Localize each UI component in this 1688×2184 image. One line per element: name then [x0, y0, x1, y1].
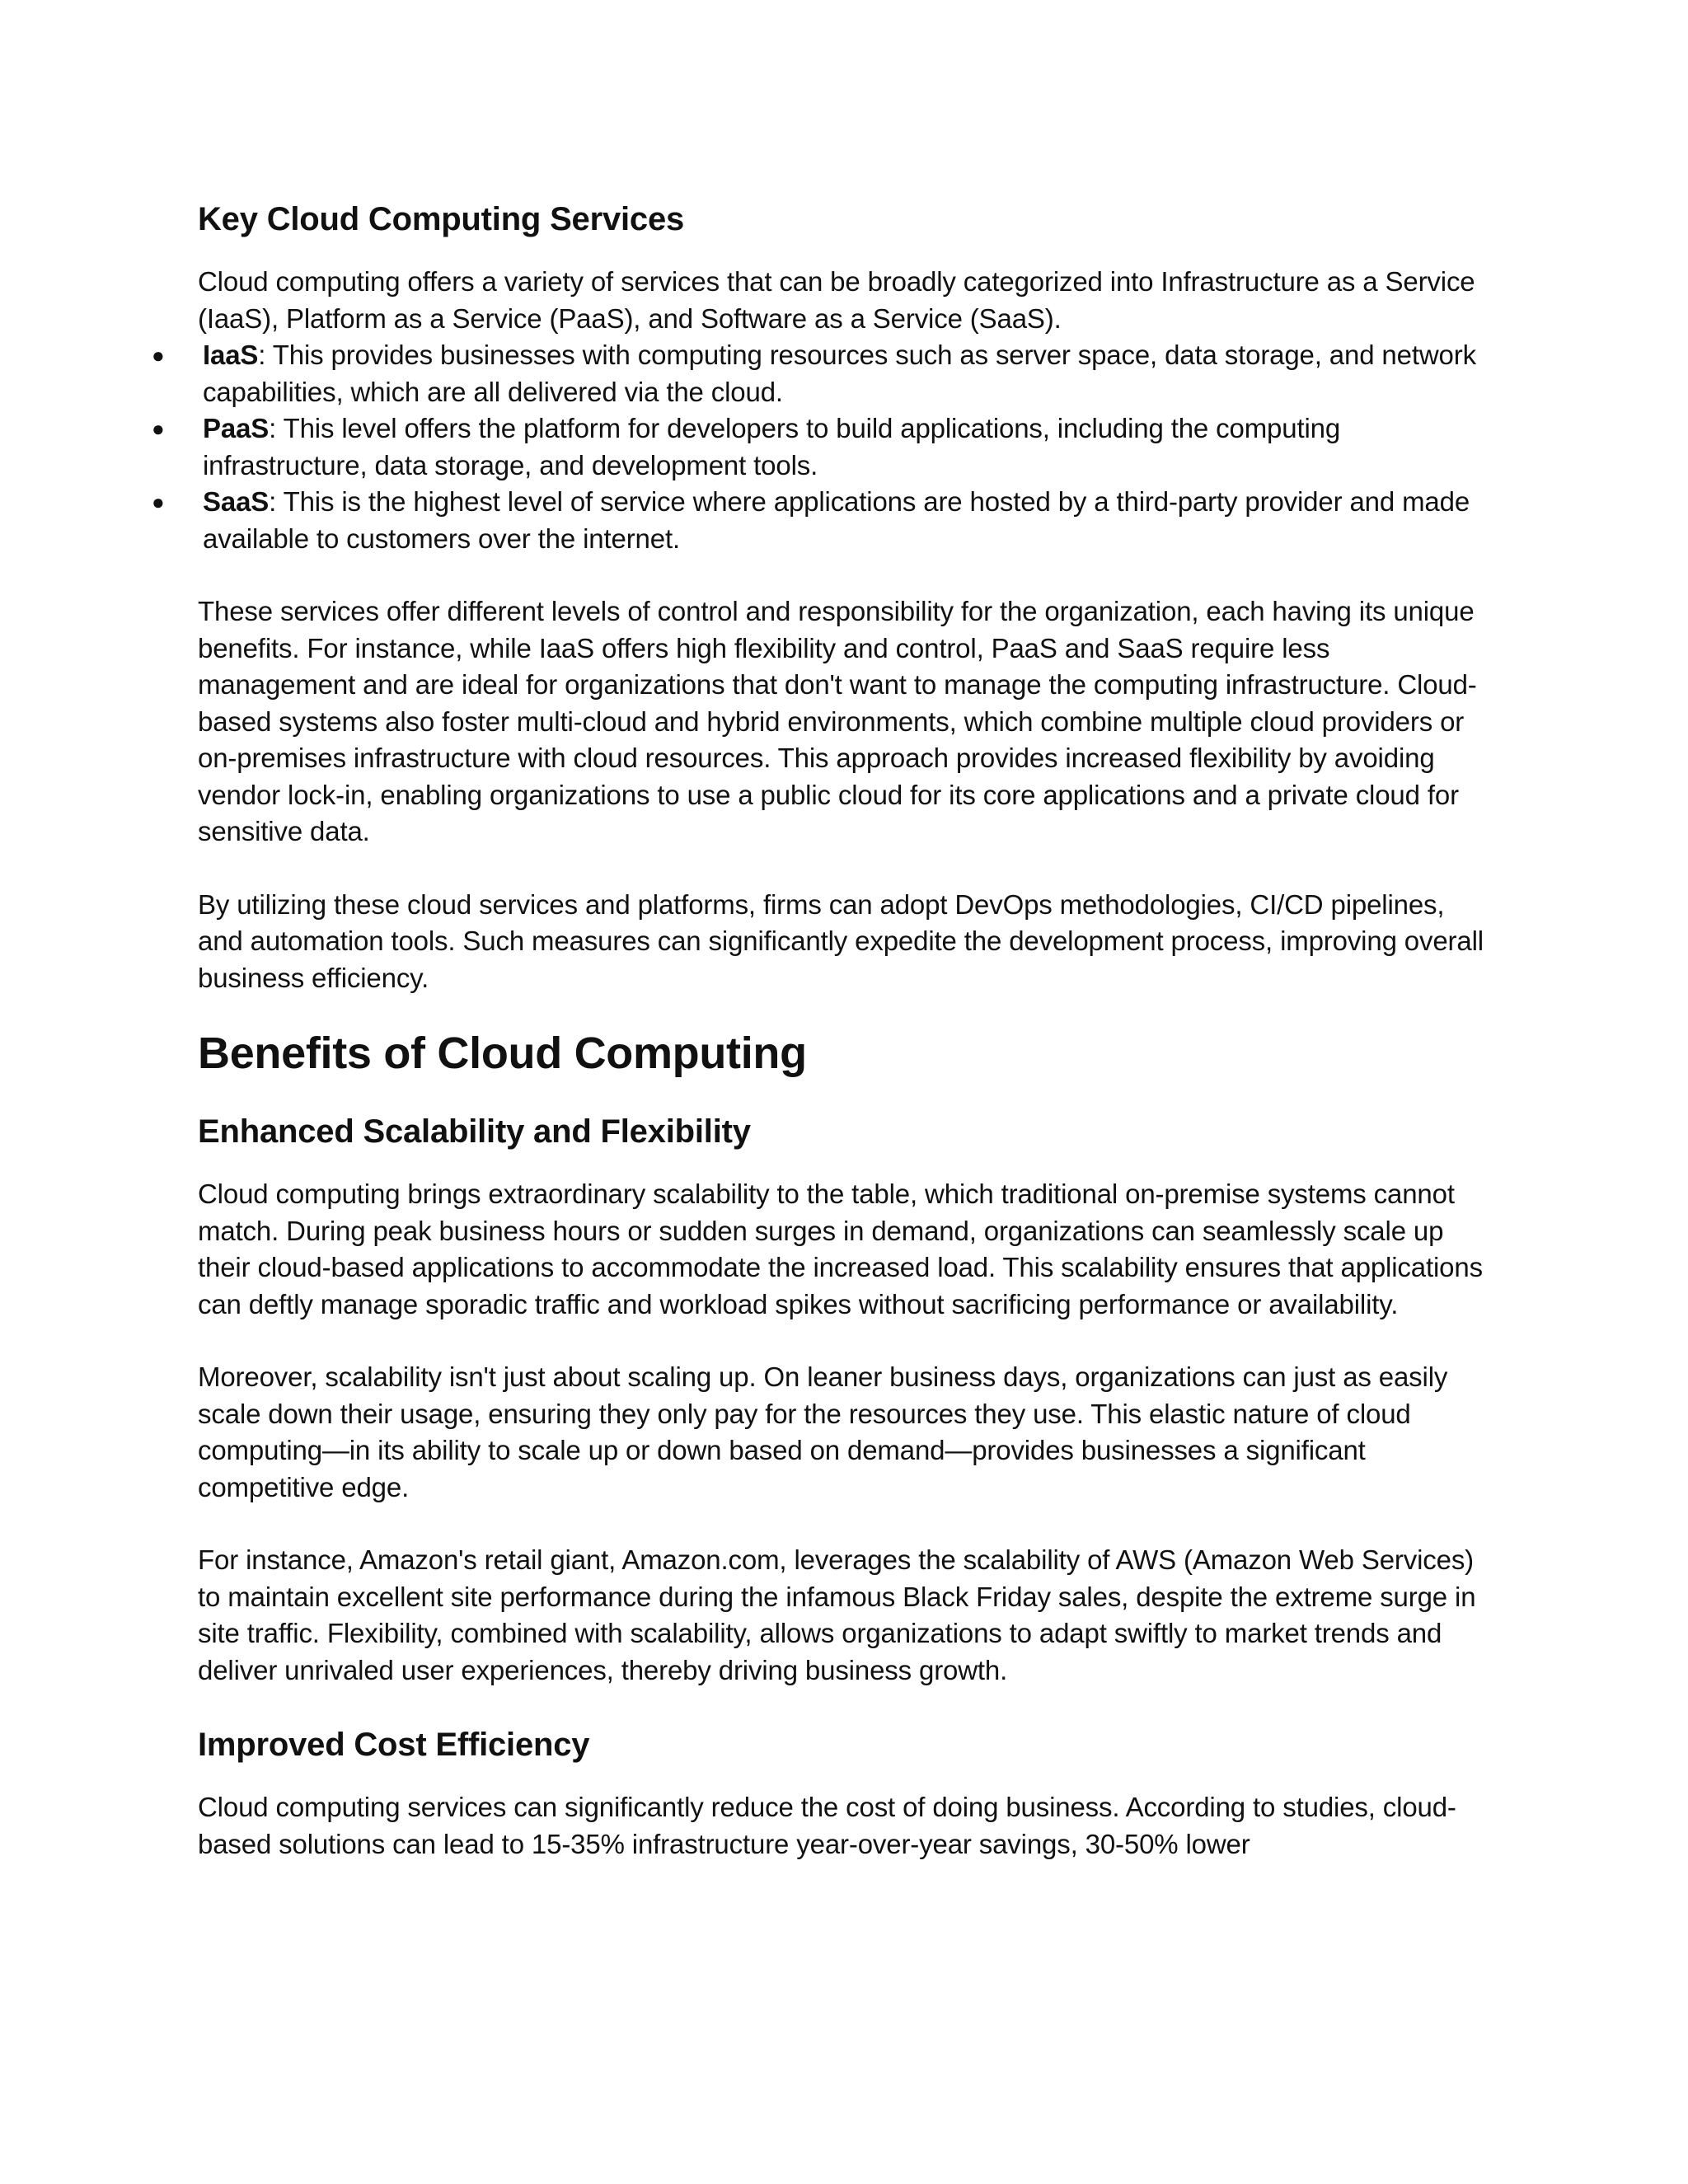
heading-key-cloud-services: Key Cloud Computing Services: [198, 201, 685, 237]
services-bullet-list: [152, 337, 1488, 557]
paragraph-scalability-2: Moreover, scalability isn't just about scaling up. On leaner business days, organizations can just as easily scale down their usage, ensuring they only pay for the resources they use. This elastic nature of cloud computing—in its ability to scale up or down based on demand—provides businesses a significant competitive edge.: [198, 1361, 1448, 1502]
paragraph-cost-1: Cloud computing services can significantly reduce the cost of doing business. According to studies, cloud-based solutions can lead to 15-35% infrastructure year-over-year savings, 30-50% lower: [198, 1792, 1456, 1859]
bullet-saas: [152, 484, 1488, 557]
bullet-paas: [152, 410, 1488, 484]
heading-cost-efficiency: Improved Cost Efficiency: [198, 1727, 590, 1763]
bullet-text-iaas: : This provides businesses with computing resources such as server space, data storage, and network capabilities, which are all delivered via the cloud.: [203, 340, 1476, 407]
bullet-icon: ●: [152, 490, 165, 514]
paragraph-scalability-1: Cloud computing brings extraordinary scalability to the table, which traditional on-premise systems cannot match. During peak business hours or sudden surges in demand, organizations can seamlessly scale up their cloud-based applications to accommodate the increased load. This scalability ensures that applications can deftly manage sporadic traffic and workload spikes without sacrificing performance or availability.: [198, 1179, 1483, 1319]
paragraph-services-devops: By utilizing these cloud services and platforms, firms can adopt DevOps methodologies, CI/CD pipelines, and automation tools. Such measures can significantly expedite the development process, improving overall business efficiency.: [198, 888, 1484, 993]
bullet-text-paas: : This level offers the platform for developers to build applications, including the computing infrastructure, data storage, and development tools.: [203, 413, 1341, 480]
bullet-icon: ●: [152, 416, 165, 441]
bullet-text-saas: : This is the highest level of service where applications are hosted by a third-party provider and made available to customers over the internet.: [203, 486, 1470, 554]
bullet-term-saas: SaaS: [203, 486, 270, 517]
paragraph-services-control: These services offer different levels of control and responsibility for the organization, each having its unique benefits. For instance, while IaaS offers high flexibility and control, PaaS and SaaS require less management and are ideal for organizations that don't want to manage the computing infrastructure. Cloud-based systems also foster multi-cloud and hybrid environments, which combine multiple cloud providers or on-premises infrastructure with cloud resources. This approach provides increased flexibility by avoiding vendor lock-in, enabling organizations to use a public cloud for its core applications and a private cloud for sensitive data.: [198, 596, 1477, 846]
bullet-icon: ●: [152, 343, 165, 368]
heading-benefits: Benefits of Cloud Computing: [198, 1029, 807, 1078]
paragraph-scalability-3: For instance, Amazon's retail giant, Amazon.com, leverages the scalability of AWS (Amazon Web Services) to maintain excellent site performance during the infamous Black Friday sales, despite the extreme surge in site traffic. Flexibility, combined with scalability, allows organizations to adapt swiftly to market trends and deliver unrivaled user experiences, thereby driving business growth.: [198, 1544, 1476, 1685]
page-content: [152, 198, 1488, 1863]
bullet-iaas: [152, 337, 1488, 410]
bullet-term-paas: PaaS: [203, 413, 270, 443]
bullet-term-iaas: IaaS: [203, 340, 259, 370]
paragraph-services-intro: Cloud computing offers a variety of services that can be broadly categorized into Infrastructure as a Service (IaaS), Platform as a Service (PaaS), and Software as a Service (SaaS).: [198, 266, 1475, 334]
heading-scalability: Enhanced Scalability and Flexibility: [198, 1113, 751, 1150]
